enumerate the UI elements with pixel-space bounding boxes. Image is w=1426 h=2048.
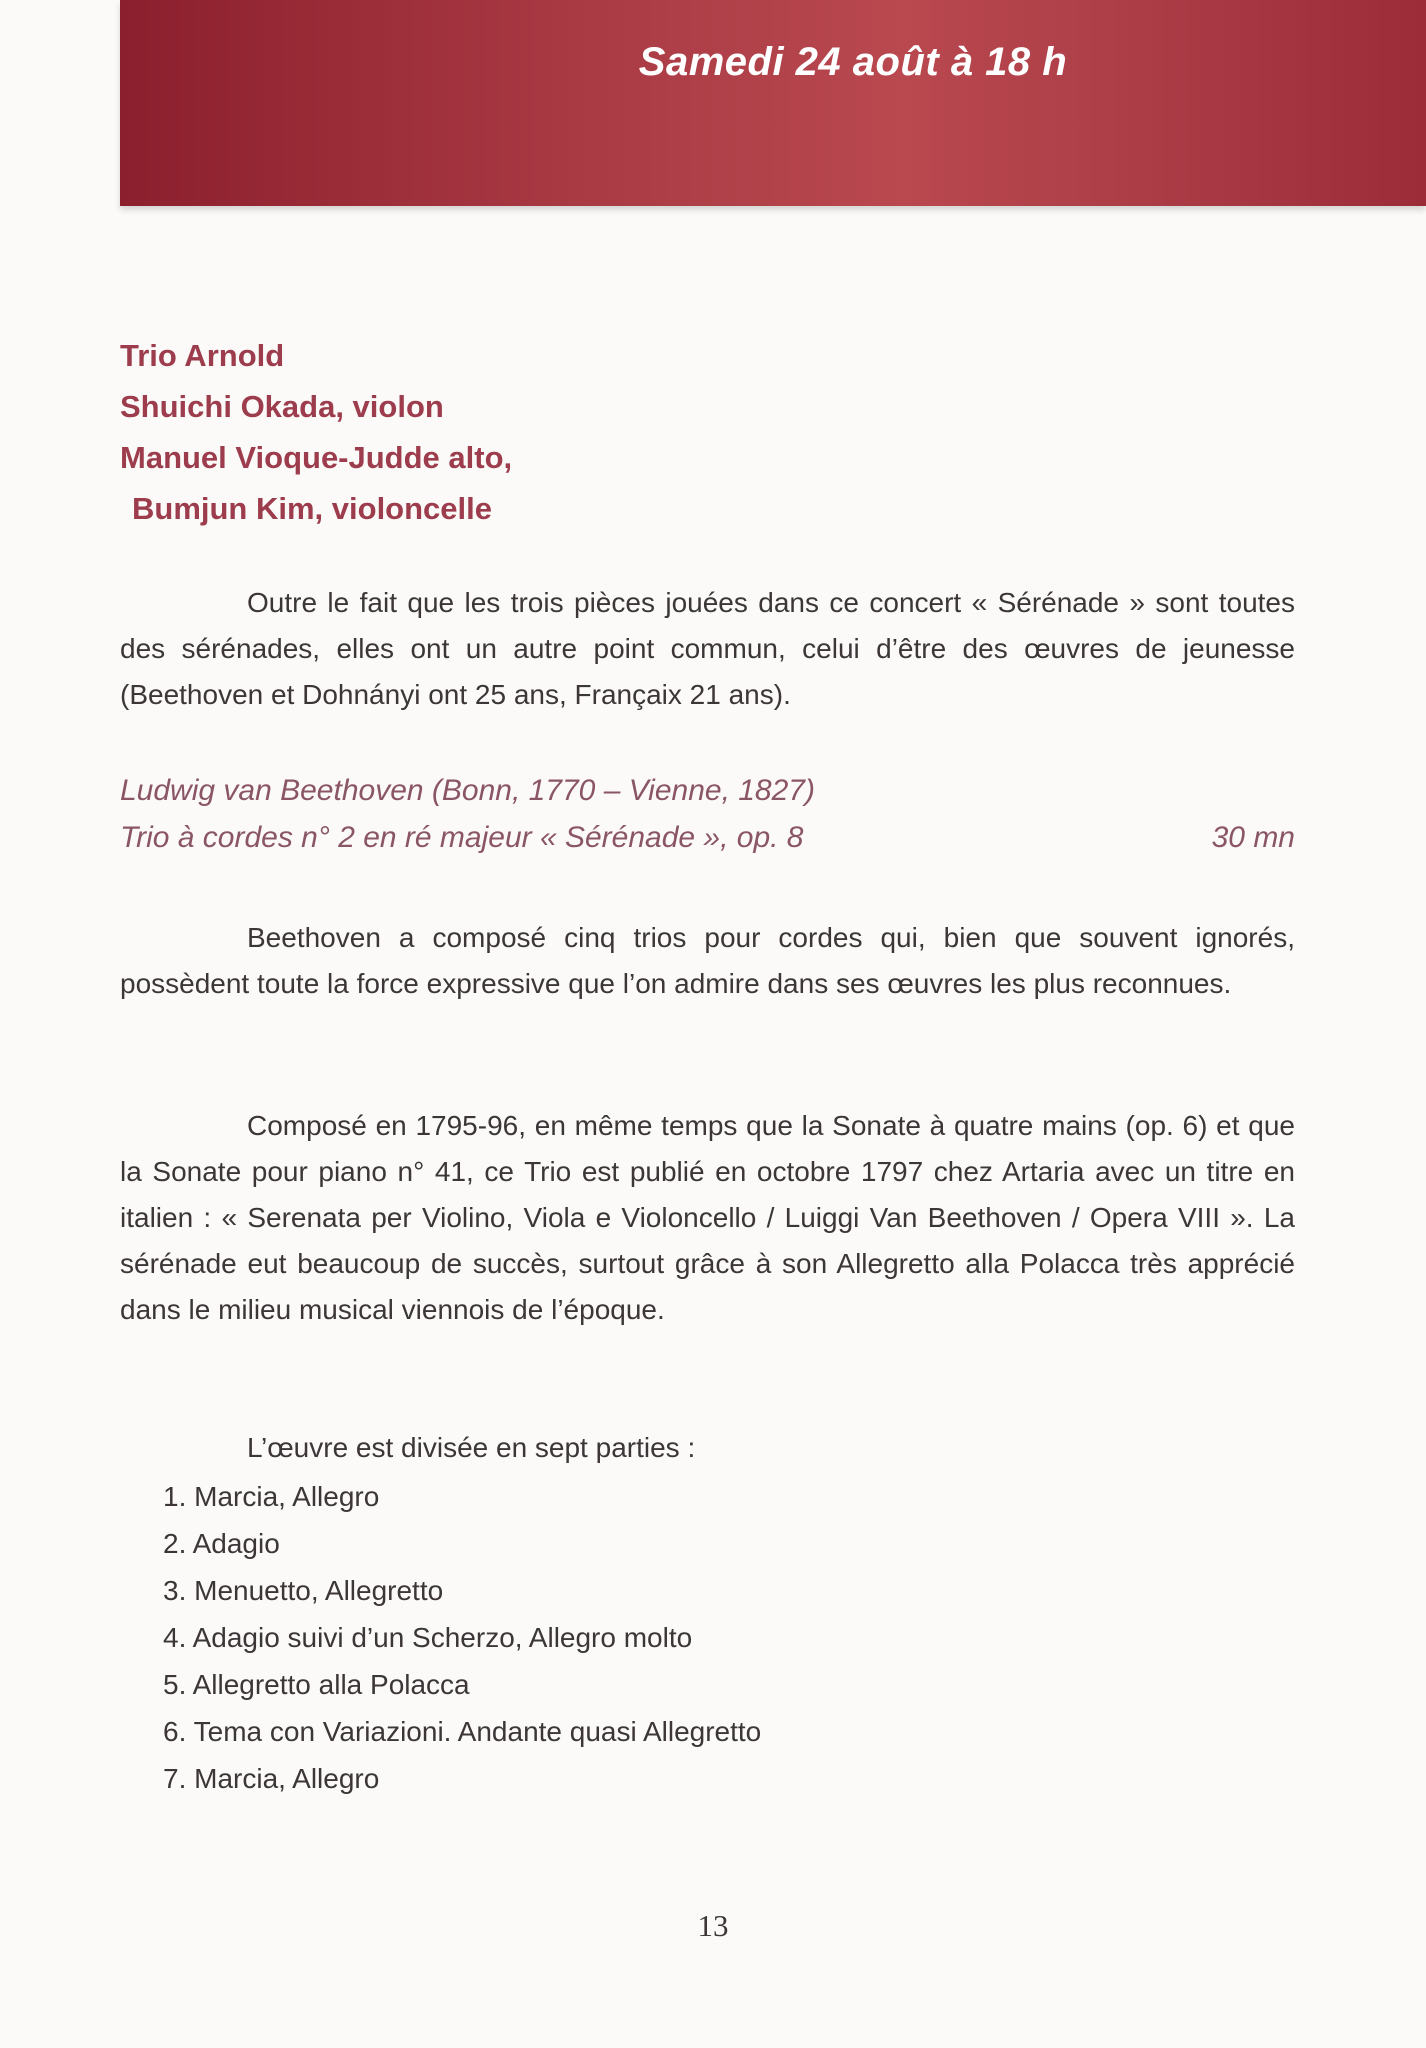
list-item: 7. Marcia, Allegro <box>163 1763 380 1794</box>
work-title: Trio à cordes n° 2 en ré majeur « Sérénade », op. 8 <box>120 821 804 854</box>
work-composer: Ludwig van Beethoven (Bonn, 1770 – Vienne, 1827) <box>120 774 815 807</box>
list-item: 3. Menuetto, Allegretto <box>163 1575 444 1606</box>
movements-list <box>163 1473 761 1802</box>
list-item: 4. Adagio suivi d’un Scherzo, Allegro molto <box>163 1622 693 1653</box>
work-heading <box>120 767 1295 861</box>
performers-block <box>120 330 512 534</box>
page-number: 13 <box>697 1908 729 1943</box>
list-item: 6. Tema con Variazioni. Andante quasi Allegretto <box>163 1716 762 1747</box>
list-item: 5. Allegretto alla Polacca <box>163 1669 470 1700</box>
list-item: 2. Adagio <box>163 1528 280 1559</box>
concert-date-title: Samedi 24 août à 18 h <box>638 40 1068 84</box>
ensemble-name: Trio Arnold <box>120 338 285 373</box>
work-duration: 30 mn <box>1211 821 1295 854</box>
list-item: 1. Marcia, Allegro <box>163 1481 380 1512</box>
work-title-row <box>120 814 1295 861</box>
header-banner <box>120 0 1426 206</box>
performer-violin: Shuichi Okada, violon <box>120 389 444 424</box>
performer-viola: Manuel Vioque-Judde alto, <box>120 440 513 475</box>
paragraph-trios: Beethoven a composé cinq trios pour cordes qui, bien que souvent ignorés, possèdent toute la force expressive que l’on admire dans ses œuvres les plus reconnues. <box>120 922 1295 999</box>
intro-paragraph: Outre le fait que les trois pièces jouées dans ce concert « Sérénade » sont toutes des sérénades, elles ont un autre point commun, celui d’être des œuvres de jeunesse (Beethoven et Dohnányi ont 25 ans, Françaix 21 ans). <box>120 587 1295 710</box>
parts-intro: L’œuvre est divisée en sept parties : <box>247 1432 696 1463</box>
paragraph-composition: Composé en 1795-96, en même temps que la Sonate à quatre mains (op. 6) et que la Sonate pour piano n° 41, ce Trio est publié en octobre 1797 chez Artaria avec un titre en italien : « Serenata per Violino, Viola e Violoncello / Luiggi Van Beethoven / Opera VIII ». La sérénade eut beaucoup de succès, surtout grâce à son Allegretto alla Polacca très apprécié dans le milieu musical viennois de l’époque. <box>120 1110 1295 1325</box>
performer-cello: Bumjun Kim, violoncelle <box>132 491 492 526</box>
